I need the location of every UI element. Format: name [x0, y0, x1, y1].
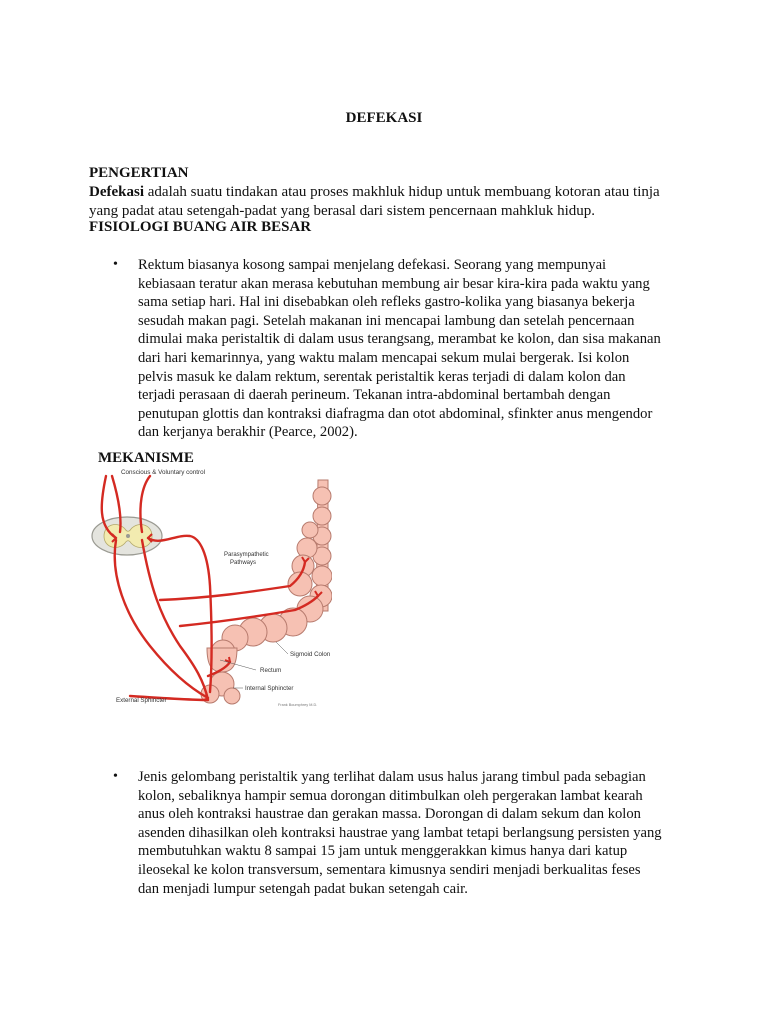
text-line: membutuhkan waktu 8 sampai 15 jam untuk menggerakkan kimus hanya dari katup [138, 843, 628, 860]
bullet-list-mekanisme [113, 768, 713, 898]
text-line: anus oleh kontraksi haustrae dan gerakan massa. Dorongan di dalam sekum dan kolon [138, 806, 641, 823]
label-parasympathetic-1: Parasympathetic [224, 552, 269, 558]
text-line: terjadi perasaan di daerah perineum. Tekanan intra-abdominal bertambah dengan [138, 387, 611, 404]
bullet-glyph: • [113, 257, 118, 272]
text-line: dan menjadi lumpur setengah padat bukan setengah cair. [138, 880, 468, 897]
text-line: Jenis gelombang peristaltik yang terlihat dalam usus halus jarang timbul pada sebagian [138, 769, 646, 785]
section-heading-mekanisme: MEKANISME [98, 450, 194, 466]
text-line: kebiasaan teratur akan merasa kebutuhan membung air besar kira-kira pada waktu yang [138, 275, 650, 292]
label-internal-sphincter: Internal Sphincter [245, 685, 294, 692]
label-sigmoid-colon: Sigmoid Colon [290, 651, 331, 658]
bullet-2-text [138, 768, 713, 898]
section-heading-pengertian: PENGERTIAN [89, 165, 189, 181]
definition-line-2: yang padat atau setengah-padat yang berasal dari sistem pencernaan mahkluk hidup. [89, 203, 596, 219]
label-parasympathetic-2: Pathways [230, 560, 257, 566]
bullet-1-text [138, 256, 713, 442]
definition-line-1: adalah suatu tindakan atau proses makhluk hidup untuk membuang kotoran atau tinja [144, 184, 660, 200]
text-line: penutupan glottis dan kontraksi diafragma dan otot abdominal, sfinkter anus mengendor [138, 405, 653, 422]
label-rectum: Rectum [260, 667, 282, 674]
text-line: sesudah makan pagi. Setelah makanan ini mencapai lambung dan setelah pencernaan [138, 312, 635, 329]
text-line: dari hari kemarinnya, yang waktu malam mencapai sekum mulai bergerak. Isi kolon [138, 349, 630, 366]
text-line: dan kerjanya berakhir (Pearce, 2002). [138, 424, 358, 441]
definition-paragraph [89, 183, 689, 221]
bullet-list-fisiologi [113, 256, 713, 442]
text-line: Rektum biasanya kosong sampai menjelang defekasi. Seorang yang mempunyai [138, 257, 607, 273]
spinal-cord-icon [92, 517, 162, 555]
text-line: pelvis masuk ke dalam rektum, serentak peristaltik keras terjadi di dalam kolon dan [138, 368, 626, 385]
label-conscious-control: Conscious & Voluntary control [121, 469, 206, 476]
document-title: DEFEKASI [345, 110, 423, 126]
definition-term: Defekasi [89, 184, 144, 200]
text-line: kolon, sebaliknya hampir semua dorongan ditimbulkan oleh pergerakan lambat kearah [138, 787, 643, 804]
text-line: sama setiap hari. Hal ini disebabkan oleh refleks gastro-kolika yang biasanya bekerja [138, 294, 635, 311]
defecation-mechanism-figure [90, 466, 332, 710]
list-item-mekanisme [113, 768, 713, 898]
text-line: asenden dihasilkan oleh kontraksi haustrae yang lambat tetapi berlangsung persisten yang [138, 824, 662, 841]
text-line: ileosekal ke kolon transversum, sementara kimusnya sendiri menjadi berkualitas feses [138, 861, 641, 878]
label-figure-credit: Frank Boumphrey M.D. [278, 703, 318, 707]
label-external-sphincter: External Sphincter [116, 697, 167, 704]
list-item-fisiologi [113, 256, 713, 442]
section-heading-fisiologi: FISIOLOGI BUANG AIR BESAR [89, 219, 312, 235]
text-line: dimulai maka peristaltik di dalam usus terangsang, merambat ke kolon, dan sisa makanan [138, 331, 661, 348]
bullet-glyph: • [113, 769, 118, 784]
